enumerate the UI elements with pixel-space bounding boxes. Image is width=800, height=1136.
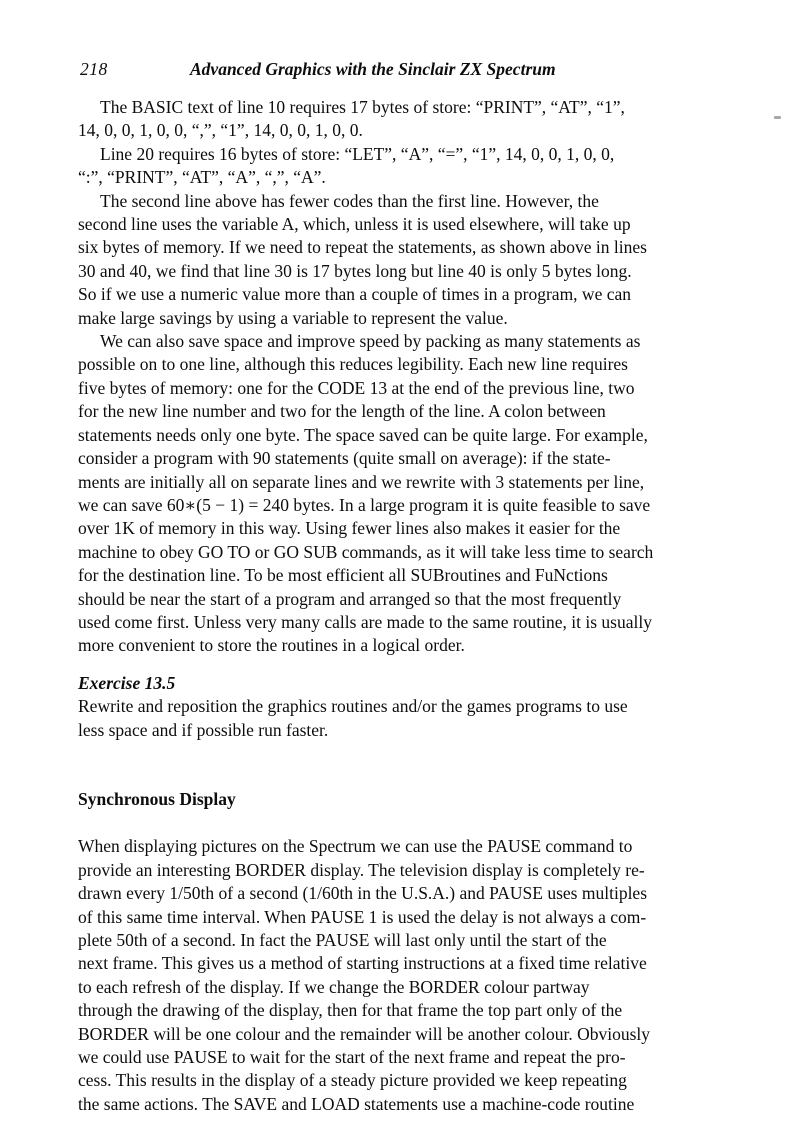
running-title: Advanced Graphics with the Sinclair ZX Spectrum — [190, 59, 556, 79]
text-line: for the new line number and two for the length of the line. A colon between — [78, 401, 606, 422]
text-line: next frame. This gives us a method of starting instructions at a fixed time relative — [78, 953, 647, 974]
text-line: for the destination line. To be most efficient all SUBroutines and FuNctions — [78, 565, 608, 586]
para-exercise-13-5 — [78, 695, 738, 742]
text-line: through the drawing of the display, then for that frame the top part only of the — [78, 1000, 623, 1021]
text-line: over 1K of memory in this way. Using fewer lines also makes it easier for the — [78, 518, 621, 539]
text-line: five bytes of memory: one for the CODE 13 at the end of the previous line, two — [78, 377, 635, 398]
text-line: BORDER will be one colour and the remainder will be another colour. Obviously — [78, 1023, 651, 1044]
page-header — [80, 58, 720, 81]
text-line: Line 20 requires 16 bytes of store: “LET”, “A”, “=”, “1”, 14, 0, 0, 1, 0, 0, — [100, 143, 615, 164]
text-line: cess. This results in the display of a steady picture provided we keep repeating — [78, 1070, 627, 1091]
text-line: machine to obey GO TO or GO SUB commands, as it will take less time to search — [78, 541, 654, 562]
para-packing-statements — [78, 330, 738, 658]
text-line: possible on to one line, although this reduces legibility. Each new line requires — [78, 354, 628, 375]
text-line: make large savings by using a variable to represent the value. — [78, 307, 508, 328]
para-line10-bytes — [78, 96, 738, 143]
text-line: we can save 60∗(5 − 1) = 240 bytes. In a large program it is quite feasible to save — [78, 494, 651, 515]
text-line: drawn every 1/50th of a second (1/60th in the U.S.A.) and PAUSE uses multiples — [78, 883, 648, 904]
text-line: So if we use a numeric value more than a couple of times in a program, we can — [78, 284, 632, 305]
text-line: When displaying pictures on the Spectrum we can use the PAUSE command to — [78, 836, 633, 857]
text-line: of this same time interval. When PAUSE 1 is used the delay is not always a com- — [78, 906, 647, 927]
text-line: Rewrite and reposition the graphics routines and/or the games programs to use — [78, 696, 628, 717]
text-line: second line uses the variable A, which, unless it is used elsewhere, will take up — [78, 214, 631, 235]
text-line: We can also save space and improve speed by packing as many statements as — [100, 331, 641, 352]
text-line: 30 and 40, we find that line 30 is 17 bytes long but line 40 is only 5 bytes long. — [78, 260, 632, 281]
text-line: “:”, “PRINT”, “AT”, “A”, “,”, “A”. — [78, 167, 326, 188]
text-line: 14, 0, 0, 1, 0, 0, “,”, “1”, 14, 0, 0, 1, 0, 0. — [78, 120, 363, 141]
text-line: ments are initially all on separate lines and we rewrite with 3 statements per line, — [78, 471, 645, 492]
scan-speck-artifact — [774, 116, 781, 119]
page-body — [78, 96, 738, 1116]
text-line: used come first. Unless very many calls are made to the same routine, it is usually — [78, 611, 652, 632]
text-line: consider a program with 90 statements (quite small on average): if the state- — [78, 448, 611, 469]
text-line: The second line above has fewer codes than the first line. However, the — [100, 190, 599, 211]
page-number: 218 — [80, 59, 108, 79]
text-line: The BASIC text of line 10 requires 17 bytes of store: “PRINT”, “AT”, “1”, — [100, 97, 625, 117]
text-line: statements needs only one byte. The space saved can be quite large. For example, — [78, 424, 648, 445]
text-line: less space and if possible run faster. — [78, 719, 329, 740]
para-line20-bytes — [78, 143, 738, 190]
text-line: provide an interesting BORDER display. The television display is completely re- — [78, 859, 645, 880]
text-line: six bytes of memory. If we need to repeat the statements, as shown above in lines — [78, 237, 647, 258]
text-line: should be near the start of a program and arranged so that the most frequently — [78, 588, 622, 609]
text-line: to each refresh of the display. If we change the BORDER colour partway — [78, 976, 590, 997]
para-synchronous-display — [78, 835, 738, 1116]
exercise-13-5-heading: Exercise 13.5 — [78, 672, 176, 693]
text-line: plete 50th of a second. In fact the PAUSE will last only until the start of the — [78, 930, 607, 950]
text-line: we could use PAUSE to wait for the start of the next frame and repeat the pro- — [78, 1047, 626, 1068]
text-line: the same actions. The SAVE and LOAD statements use a machine-code routine — [78, 1093, 635, 1114]
text-line: more convenient to store the routines in a logical order. — [78, 635, 465, 656]
synchronous-display-heading: Synchronous Display — [78, 788, 236, 809]
para-variable-savings — [78, 190, 738, 330]
